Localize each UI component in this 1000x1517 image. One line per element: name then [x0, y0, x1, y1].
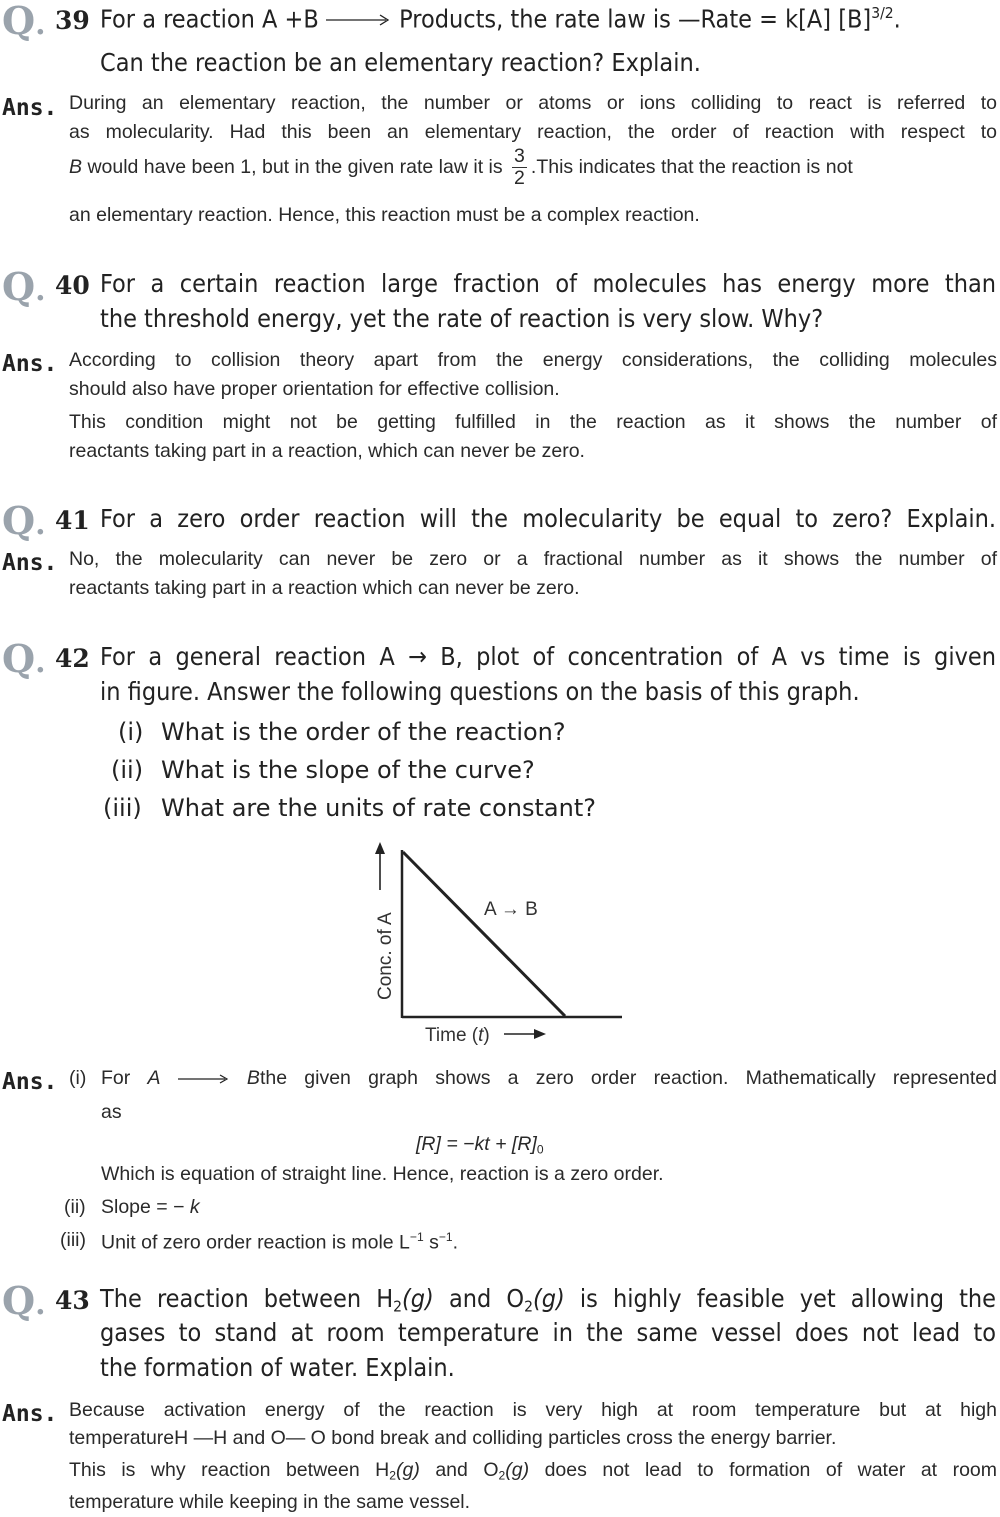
answer-text: According to collision theory apart from the energy considerations, the colliding molecules	[69, 349, 997, 371]
long-arrow-icon	[178, 1073, 230, 1085]
question-text: Can the reaction be an elementary reaction? Explain.	[100, 48, 701, 77]
plot-line	[403, 852, 565, 1016]
answer-item-label: (iii)	[60, 1229, 86, 1251]
question-text: For a general reaction A → B, plot of concentration of A vs time is given	[100, 642, 996, 671]
answer-text: Unit of zero order reaction is mole $L^{-1}$ $s^{-1}$.	[101, 1230, 459, 1254]
question-text: For a certain reaction large fraction of molecules has energy more than	[100, 269, 996, 298]
x-axis-arrowhead	[534, 1029, 546, 1039]
answer-text: temperature while keeping in the same vessel.	[69, 1491, 471, 1513]
question-marker: Q.	[2, 636, 46, 681]
answer-text: as	[101, 1101, 122, 1123]
answer-text: This condition might not be getting fulfilled in the reaction as it shows the number of	[69, 411, 997, 433]
question-number: 39	[55, 6, 90, 35]
question-text: the threshold energy, yet the rate of reaction is very slow. Why?	[100, 304, 824, 333]
question-text: the formation of water. Explain.	[100, 1353, 455, 1382]
answer-label: Ans.	[2, 95, 58, 121]
sub-question: What is the order of the reaction?	[161, 718, 566, 746]
answer-text: an elementary reaction. Hence, this reaction must be a complex reaction.	[69, 204, 700, 226]
y-axis-arrowhead	[375, 842, 385, 854]
long-arrow-icon	[326, 13, 392, 27]
question-marker: Q.	[2, 264, 46, 309]
sub-question-label: (i)	[118, 718, 144, 746]
concentration-time-graph	[360, 840, 640, 1050]
answer-item-label: (ii)	[64, 1196, 86, 1218]
answer-label: Ans.	[2, 550, 58, 576]
sub-question-label: (iii)	[103, 794, 142, 822]
fraction: $\frac{3}{2}$	[514, 145, 525, 190]
answer-text: During an elementary reaction, the number or atoms or ions colliding to react is referred to	[69, 92, 997, 114]
answer-text: as molecularity. Had this been an elementary reaction, the order of reaction with respect to	[69, 121, 997, 143]
sub-question: What are the units of rate constant?	[161, 794, 596, 822]
answer-text: reactants taking part in a reaction which can never be zero.	[69, 577, 580, 599]
question-marker: Q.	[2, 498, 46, 543]
answer-text: temperatureH —H and O— O bond break and colliding particles cross the energy barrier.	[69, 1427, 837, 1449]
answer-text: Slope = − k	[101, 1196, 200, 1218]
question-number: 43	[55, 1286, 90, 1315]
question-number: 41	[55, 506, 90, 535]
sub-question-label: (ii)	[111, 756, 144, 784]
question-text: For a reaction A +B Products, the rate law is —Rate = k[A] $[B]^{3/2}$.	[100, 4, 901, 34]
answer-item-label: (i)	[69, 1067, 87, 1089]
equation: $[R] = -kt + [R]_0$	[416, 1133, 544, 1157]
graph-svg	[360, 840, 640, 1050]
answer-text: B would have been 1, but in the given rate law it is $\frac{3}{2}$ .This indicates that the reaction is not	[69, 145, 853, 190]
answer-label: Ans.	[2, 1401, 58, 1427]
answer-text: This is why reaction between $H_2(g)$ and $O_2(g)$ does not lead to formation of water at room	[69, 1459, 997, 1483]
answer-label: Ans.	[2, 351, 58, 377]
answer-text: Because activation energy of the reaction is very high at room temperature but at high	[69, 1399, 997, 1421]
question-text: The reaction between $H_2(g)$ and $O_2(g)$ is highly feasible yet allowing the	[100, 1284, 997, 1316]
question-text: gases to stand at room temperature in the same vessel does not lead to	[100, 1318, 996, 1347]
line-label: A → B	[484, 899, 538, 920]
answer-text: For A Bthe given graph shows a zero order reaction. Mathematically represented	[101, 1067, 997, 1089]
answer-text: should also have proper orientation for effective collision.	[69, 378, 560, 400]
question-number: 40	[55, 271, 90, 300]
sub-question: What is the slope of the curve?	[161, 756, 535, 784]
question-number: 42	[55, 644, 90, 673]
question-marker: Q.	[2, 0, 46, 43]
answer-text: No, the molecularity can never be zero or a fractional number as it shows the number of	[69, 548, 997, 570]
answer-text: Which is equation of straight line. Hence, reaction is a zero order.	[101, 1163, 664, 1185]
question-text: For a zero order reaction will the molecularity be equal to zero? Explain.	[100, 504, 996, 533]
y-axis-label: Conc. of A	[375, 912, 396, 1000]
answer-label: Ans.	[2, 1069, 58, 1095]
x-axis-label: Time (t)	[425, 1025, 490, 1046]
answer-text: reactants taking part in a reaction, which can never be zero.	[69, 440, 585, 462]
question-marker: Q.	[2, 1278, 46, 1323]
question-text: in figure. Answer the following questions on the basis of this graph.	[100, 677, 860, 706]
